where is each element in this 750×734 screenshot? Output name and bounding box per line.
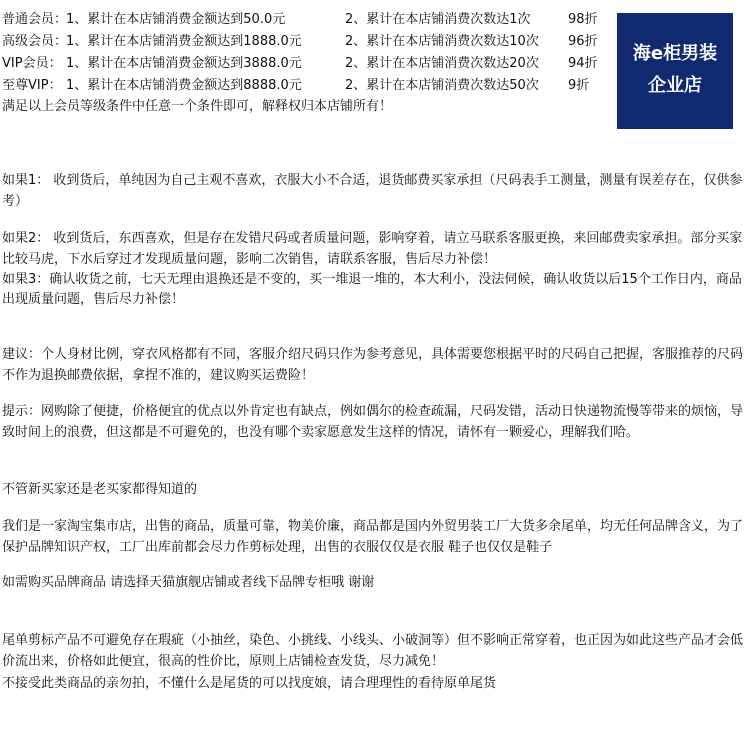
tier-count-condition: 2、累计在本店铺消费次数达1次: [345, 12, 531, 27]
tier-amount-condition: 1、累计在本店铺消费金额达到3888.0元: [66, 56, 302, 71]
tier-row-normal: [0, 10, 610, 30]
tier-count-condition: 2、累计在本店铺消费次数达20次: [345, 56, 539, 71]
sizing-advice: 建议：个人身材比例，穿衣风格都有不同，客服介绍尺码只作为参考意见，具体需要您根据平时的尺码自己把握，客服推荐的尺码不作为退换邮费依据，拿捏不准的，建议购买运费险！: [2, 347, 744, 383]
store-introduction: 我们是一家淘宝集市店，出售的商品，质量可靠，物美价廉，商品都是国内外贸男装工厂大货多余尾单，均无任何品牌含义，为了保护品牌知识产权，工厂出库前都会尽力作剪标处理，出售的衣服仅仅是衣服 鞋子也仅仅是鞋子: [2, 519, 744, 555]
tier-note: 满足以上会员等级条件中任意一个条件即可，解释权归本店铺所有！: [2, 99, 393, 114]
return-policy-case-3: 如果3：确认收货之前，七天无理由退换还是不变的，买一堆退一堆的，本大利小，没法伺候，确认收货以后15个工作日内，商品出现质量问题，售后尽力补偿！: [2, 272, 742, 307]
must-know-heading: 不管新买家还是老买家都得知道的: [2, 482, 198, 497]
tier-name: 普通会员：: [2, 12, 68, 27]
store-badge: [617, 13, 733, 129]
tier-row-vip: [0, 54, 610, 74]
store-badge-title: 海e柜男装: [632, 43, 718, 64]
tail-goods-notice: 尾单剪标产品不可避免存在瑕疵（小抽丝，染色、小挑线、小线头、小破洞等）但不影响正常穿着，也正因为如此这些产品才会低价流出来，价格如此便宜，很高的性价比，原则上店铺检查发货，尽力减免！: [2, 633, 744, 669]
tail-goods-warning: 不接受此类商品的亲勿拍，不懂什么是尾货的可以找度娘，请合理理性的看待原单尾货: [2, 676, 497, 691]
tier-amount-condition: 1、累计在本店铺消费金额达到50.0元: [66, 12, 286, 27]
tier-row-supreme-vip: [0, 76, 610, 96]
tier-discount: 9折: [568, 78, 590, 93]
tier-discount: 98折: [568, 12, 598, 27]
tier-name: 高级会员：: [2, 34, 68, 49]
store-badge-subtitle: 企业店: [648, 75, 702, 96]
tier-count-condition: 2、累计在本店铺消费次数达10次: [345, 34, 539, 49]
tier-discount: 94折: [568, 56, 598, 71]
tier-amount-condition: 1、累计在本店铺消费金额达到8888.0元: [66, 78, 302, 93]
tier-amount-condition: 1、累计在本店铺消费金额达到1888.0元: [66, 34, 302, 49]
purchase-tip: 提示：网购除了便捷，价格便宜的优点以外肯定也有缺点，例如偶尔的检查疏漏，尺码发错，活动日快递物流慢等带来的烦恼，导致时间上的浪费，但这都是不可避免的，也没有哪个卖家愿意发生这样的情况，请怀有一颗爱心，理解我们哈。: [2, 404, 744, 440]
return-policy-case-2: 如果2： 收到货后，东西喜欢，但是存在发错尺码或者质量问题，影响穿着，请立马联系客服更换，来回邮费卖家承担。部分买家比较马虎，下水后穿过才发现质量问题，影响二次销售，请联系客服，售后尽力补偿！: [2, 231, 743, 267]
tier-name: VIP会员：: [2, 56, 62, 71]
tier-discount: 96折: [568, 34, 598, 49]
tier-name: 至尊VIP：: [2, 78, 62, 93]
tier-count-condition: 2、累计在本店铺消费次数达50次: [345, 78, 539, 93]
return-policy-case-1: 如果1： 收到货后，单纯因为自己主观不喜欢，衣服大小不合适，退货邮费买家承担（尺码表手工测量，测量有误差存在，仅供参考）: [2, 173, 743, 209]
tier-row-senior: [0, 32, 610, 52]
brand-purchase-note: 如需购买品牌商品 请选择天猫旗舰店铺或者线下品牌专柜哦 谢谢: [2, 575, 375, 590]
